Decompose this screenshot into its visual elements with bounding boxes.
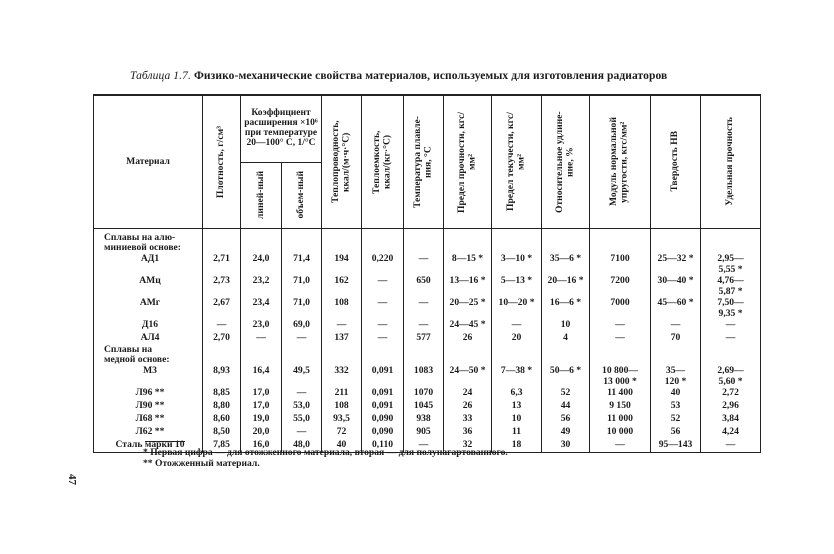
value-cell: 55,0 bbox=[282, 413, 322, 426]
value-cell: 11 bbox=[492, 426, 542, 439]
material-cell bbox=[94, 426, 203, 439]
material-cell bbox=[94, 319, 203, 332]
value-cell: 48,0 bbox=[282, 439, 322, 453]
value-cell: 30—40 * bbox=[651, 275, 701, 297]
value-cell bbox=[404, 345, 444, 365]
value-cell: 7200 bbox=[590, 275, 651, 297]
value-cell: 16,0 bbox=[241, 439, 282, 453]
value-cell: 9 150 bbox=[590, 400, 651, 413]
table-caption: Физико-механические свойства материалов, используемых для изготовления радиаторов bbox=[190, 70, 668, 82]
value-cell: 137 bbox=[322, 332, 362, 345]
table-row bbox=[94, 400, 761, 413]
header-modulus bbox=[590, 95, 651, 228]
header-thermal-conductivity bbox=[322, 95, 362, 228]
value-cell: 8,80 bbox=[203, 400, 241, 413]
value-cell: 7,85 bbox=[203, 439, 241, 453]
value-cell bbox=[590, 228, 651, 253]
page-number: 47 bbox=[66, 474, 78, 485]
material-name: Д16 bbox=[141, 318, 159, 330]
header-heat-capacity-text: Теплоемкость, ккал/(кг·°С) bbox=[370, 130, 393, 194]
value-cell: 23,0 bbox=[241, 319, 282, 332]
header-yield-strength bbox=[492, 95, 542, 228]
value-cell: 108 bbox=[322, 400, 362, 413]
table-row bbox=[94, 253, 761, 275]
value-cell: 650 bbox=[404, 275, 444, 297]
value-cell: 20—25 * bbox=[444, 297, 492, 319]
value-cell: 20 bbox=[492, 332, 542, 345]
header-ultimate-strength-text: Предел прочности, кгс/мм² bbox=[455, 111, 478, 213]
value-cell: 10 bbox=[492, 413, 542, 426]
value-cell: 1083 bbox=[404, 365, 444, 387]
material-group-cell bbox=[94, 345, 203, 365]
value-cell bbox=[282, 345, 322, 365]
value-cell: 26 bbox=[444, 332, 492, 345]
footnotes bbox=[143, 447, 508, 469]
value-cell: 4,76— 5,87 * bbox=[701, 275, 761, 297]
value-cell bbox=[322, 228, 362, 253]
material-cell bbox=[94, 413, 203, 426]
value-cell bbox=[203, 228, 241, 253]
value-cell: 36 bbox=[444, 426, 492, 439]
value-cell: 17,0 bbox=[241, 387, 282, 400]
value-cell: 0,091 bbox=[362, 365, 404, 387]
value-cell: 30 bbox=[542, 439, 590, 453]
value-cell: — bbox=[203, 319, 241, 332]
value-cell: 52 bbox=[651, 413, 701, 426]
value-cell: 13 bbox=[492, 400, 542, 413]
value-cell: 1045 bbox=[404, 400, 444, 413]
value-cell: 162 bbox=[322, 275, 362, 297]
value-cell: 72 bbox=[322, 426, 362, 439]
value-cell: 24—45 * bbox=[444, 319, 492, 332]
material-cell bbox=[94, 387, 203, 400]
value-cell: 0,091 bbox=[362, 400, 404, 413]
value-cell: — bbox=[282, 332, 322, 345]
table-row bbox=[94, 297, 761, 319]
material-name: Л68 ** bbox=[135, 413, 165, 424]
material-cell bbox=[94, 365, 203, 387]
group-row bbox=[94, 228, 761, 253]
value-cell bbox=[362, 345, 404, 365]
header-yield-strength-text: Предел текучести, кгс/мм² bbox=[504, 112, 527, 212]
value-cell bbox=[651, 345, 701, 365]
value-cell: 11 400 bbox=[590, 387, 651, 400]
value-cell bbox=[203, 345, 241, 365]
value-cell: 71,4 bbox=[282, 253, 322, 275]
value-cell: 40 bbox=[651, 387, 701, 400]
value-cell bbox=[542, 228, 590, 253]
header-hardness bbox=[651, 95, 701, 228]
value-cell: 19,0 bbox=[241, 413, 282, 426]
value-cell: 10—20 * bbox=[492, 297, 542, 319]
value-cell: 7000 bbox=[590, 297, 651, 319]
material-name: АМц bbox=[139, 274, 161, 286]
value-cell bbox=[322, 345, 362, 365]
value-cell: 3,84 bbox=[701, 413, 761, 426]
value-cell bbox=[590, 345, 651, 365]
value-cell: 211 bbox=[322, 387, 362, 400]
header-density-text: Плотность, г/см³ bbox=[215, 125, 227, 198]
value-cell: — bbox=[404, 253, 444, 275]
value-cell: 6,3 bbox=[492, 387, 542, 400]
value-cell: — bbox=[404, 297, 444, 319]
table-row bbox=[94, 413, 761, 426]
value-cell: 71,0 bbox=[282, 275, 322, 297]
value-cell: 4,24 bbox=[701, 426, 761, 439]
value-cell bbox=[241, 228, 282, 253]
table-row bbox=[94, 426, 761, 439]
header-material: Материал bbox=[94, 95, 203, 228]
value-cell: 50—6 * bbox=[542, 365, 590, 387]
header-thermal-conductivity-text: Теплопроводность, ккал/(м·ч·°С) bbox=[329, 120, 352, 204]
header-coef-volume bbox=[282, 162, 322, 228]
material-cell bbox=[94, 275, 203, 297]
value-cell: 2,70 bbox=[203, 332, 241, 345]
value-cell: 2,96 bbox=[701, 400, 761, 413]
material-name: Л96 ** bbox=[135, 387, 165, 398]
value-cell: 10 000 bbox=[590, 426, 651, 439]
value-cell: 32 bbox=[444, 439, 492, 453]
value-cell bbox=[651, 228, 701, 253]
header-coef-linear-text: линей-ный bbox=[254, 171, 266, 219]
properties-table bbox=[93, 94, 761, 453]
value-cell: — bbox=[492, 319, 542, 332]
value-cell: 25—32 * bbox=[651, 253, 701, 275]
value-cell: 7100 bbox=[590, 253, 651, 275]
value-cell: — bbox=[282, 426, 322, 439]
value-cell: 35— 120 * bbox=[651, 365, 701, 387]
value-cell: 2,73 bbox=[203, 275, 241, 297]
value-cell: 8,93 bbox=[203, 365, 241, 387]
material-cell bbox=[94, 297, 203, 319]
footnote-rule bbox=[145, 441, 185, 442]
value-cell: 7—38 * bbox=[492, 365, 542, 387]
value-cell: 35—6 * bbox=[542, 253, 590, 275]
value-cell: — bbox=[701, 439, 761, 453]
table-number: Таблица 1.7. bbox=[130, 70, 191, 82]
value-cell: — bbox=[590, 439, 651, 453]
value-cell: 8—15 * bbox=[444, 253, 492, 275]
value-cell: 938 bbox=[404, 413, 444, 426]
header-specific-strength-text: Удельная прочность bbox=[724, 117, 736, 207]
value-cell: 8,50 bbox=[203, 426, 241, 439]
table-row bbox=[94, 319, 761, 332]
value-cell: 16—6 * bbox=[542, 297, 590, 319]
value-cell: 16,4 bbox=[241, 365, 282, 387]
value-cell bbox=[444, 228, 492, 253]
value-cell: — bbox=[701, 319, 761, 332]
value-cell: 905 bbox=[404, 426, 444, 439]
value-cell: 26 bbox=[444, 400, 492, 413]
header-coefficient: Коэффициент расширения ×10⁶ при температуре 20—100° С, 1/°С bbox=[241, 95, 322, 162]
value-cell: 53,0 bbox=[282, 400, 322, 413]
table-row bbox=[94, 365, 761, 387]
value-cell: 20—16 * bbox=[542, 275, 590, 297]
value-cell: 0,090 bbox=[362, 426, 404, 439]
header-heat-capacity bbox=[362, 95, 404, 228]
material-group-label: Сплавы на алю- миниевой основе: bbox=[104, 231, 181, 253]
value-cell: — bbox=[590, 319, 651, 332]
header-modulus-text: Модуль нормальной упругости, кгс/мм² bbox=[608, 117, 631, 207]
value-cell: 0,220 bbox=[362, 253, 404, 275]
material-cell bbox=[94, 400, 203, 413]
value-cell: 10 800— 13 000 * bbox=[590, 365, 651, 387]
header-coef-linear bbox=[241, 162, 282, 228]
material-cell bbox=[94, 332, 203, 345]
value-cell: 13—16 * bbox=[444, 275, 492, 297]
value-cell bbox=[241, 345, 282, 365]
value-cell: 71,0 bbox=[282, 297, 322, 319]
value-cell: 95—143 bbox=[651, 439, 701, 453]
header-melting-temperature-text: Температура плавле-ния, °С bbox=[411, 115, 434, 208]
value-cell: — bbox=[282, 387, 322, 400]
value-cell: 24—50 * bbox=[444, 365, 492, 387]
value-cell: 194 bbox=[322, 253, 362, 275]
value-cell: — bbox=[362, 319, 404, 332]
value-cell: 8,85 bbox=[203, 387, 241, 400]
value-cell: 49 bbox=[542, 426, 590, 439]
value-cell: 45—60 * bbox=[651, 297, 701, 319]
value-cell: 24,0 bbox=[241, 253, 282, 275]
value-cell: 23,4 bbox=[241, 297, 282, 319]
value-cell: — bbox=[362, 275, 404, 297]
header-coef-volume-text: объем-ный bbox=[295, 171, 307, 219]
value-cell: 44 bbox=[542, 400, 590, 413]
table-row bbox=[94, 332, 761, 345]
value-cell: 332 bbox=[322, 365, 362, 387]
value-cell: 2,71 bbox=[203, 253, 241, 275]
material-name: АД1 bbox=[140, 252, 160, 264]
value-cell: 0,091 bbox=[362, 387, 404, 400]
value-cell: 56 bbox=[542, 413, 590, 426]
value-cell: 3—10 * bbox=[492, 253, 542, 275]
material-group-label: Сплавы на медной основе: bbox=[104, 343, 170, 365]
table-body bbox=[94, 228, 761, 453]
value-cell: 56 bbox=[651, 426, 701, 439]
table-row bbox=[94, 387, 761, 400]
value-cell bbox=[542, 345, 590, 365]
group-row bbox=[94, 345, 761, 365]
value-cell bbox=[404, 228, 444, 253]
value-cell: — bbox=[322, 319, 362, 332]
value-cell: 70 bbox=[651, 332, 701, 345]
value-cell: 52 bbox=[542, 387, 590, 400]
value-cell: 577 bbox=[404, 332, 444, 345]
value-cell bbox=[701, 228, 761, 253]
value-cell: — bbox=[701, 332, 761, 345]
value-cell: — bbox=[241, 332, 282, 345]
value-cell: — bbox=[590, 332, 651, 345]
value-cell: 53 bbox=[651, 400, 701, 413]
value-cell: 1070 bbox=[404, 387, 444, 400]
value-cell: 24 bbox=[444, 387, 492, 400]
value-cell: 5—13 * bbox=[492, 275, 542, 297]
value-cell: 2,95— 5,55 * bbox=[701, 253, 761, 275]
material-group-cell bbox=[94, 228, 203, 253]
value-cell bbox=[701, 345, 761, 365]
value-cell: 10 bbox=[542, 319, 590, 332]
value-cell: — bbox=[404, 439, 444, 453]
material-name: АМг bbox=[139, 296, 161, 308]
material-name: Л90 ** bbox=[135, 400, 165, 411]
value-cell: — bbox=[404, 319, 444, 332]
value-cell bbox=[492, 228, 542, 253]
value-cell: 0,110 bbox=[362, 439, 404, 453]
header-specific-strength bbox=[701, 95, 761, 228]
value-cell: 108 bbox=[322, 297, 362, 319]
value-cell: 4 bbox=[542, 332, 590, 345]
value-cell: 2,69— 5,60 * bbox=[701, 365, 761, 387]
value-cell: 69,0 bbox=[282, 319, 322, 332]
header-elongation-text: Относительное удлине-ние, % bbox=[553, 110, 576, 213]
header-melting-temperature bbox=[404, 95, 444, 228]
value-cell: 17,0 bbox=[241, 400, 282, 413]
value-cell: 2,67 bbox=[203, 297, 241, 319]
value-cell bbox=[282, 228, 322, 253]
value-cell bbox=[362, 228, 404, 253]
value-cell: 23,2 bbox=[241, 275, 282, 297]
material-name: М3 bbox=[143, 364, 157, 376]
material-name: Л62 ** bbox=[135, 426, 165, 437]
value-cell: 49,5 bbox=[282, 365, 322, 387]
value-cell bbox=[444, 345, 492, 365]
table-title bbox=[130, 70, 770, 82]
value-cell: 93,5 bbox=[322, 413, 362, 426]
value-cell: — bbox=[362, 332, 404, 345]
value-cell: 7,50— 9,35 * bbox=[701, 297, 761, 319]
table-row bbox=[94, 275, 761, 297]
header-hardness-text: Твердость HB bbox=[669, 131, 681, 193]
value-cell: 20,0 bbox=[241, 426, 282, 439]
header-elongation bbox=[542, 95, 590, 228]
value-cell: 33 bbox=[444, 413, 492, 426]
value-cell: 0,090 bbox=[362, 413, 404, 426]
value-cell: — bbox=[651, 319, 701, 332]
value-cell: 8,60 bbox=[203, 413, 241, 426]
value-cell bbox=[492, 345, 542, 365]
value-cell: 40 bbox=[322, 439, 362, 453]
header-ultimate-strength bbox=[444, 95, 492, 228]
value-cell: 18 bbox=[492, 439, 542, 453]
value-cell: — bbox=[362, 297, 404, 319]
footnote-1: * Первая цифра — для отожженного материала, вторая — для полунагартованного. bbox=[143, 447, 508, 458]
value-cell: 2,72 bbox=[701, 387, 761, 400]
material-name: Сталь марки 10 bbox=[115, 439, 185, 450]
value-cell: 11 000 bbox=[590, 413, 651, 426]
header-density bbox=[203, 95, 241, 228]
material-name: АЛ4 bbox=[140, 331, 160, 343]
material-cell bbox=[94, 253, 203, 275]
footnote-2: ** Отожженный материал. bbox=[143, 458, 260, 470]
